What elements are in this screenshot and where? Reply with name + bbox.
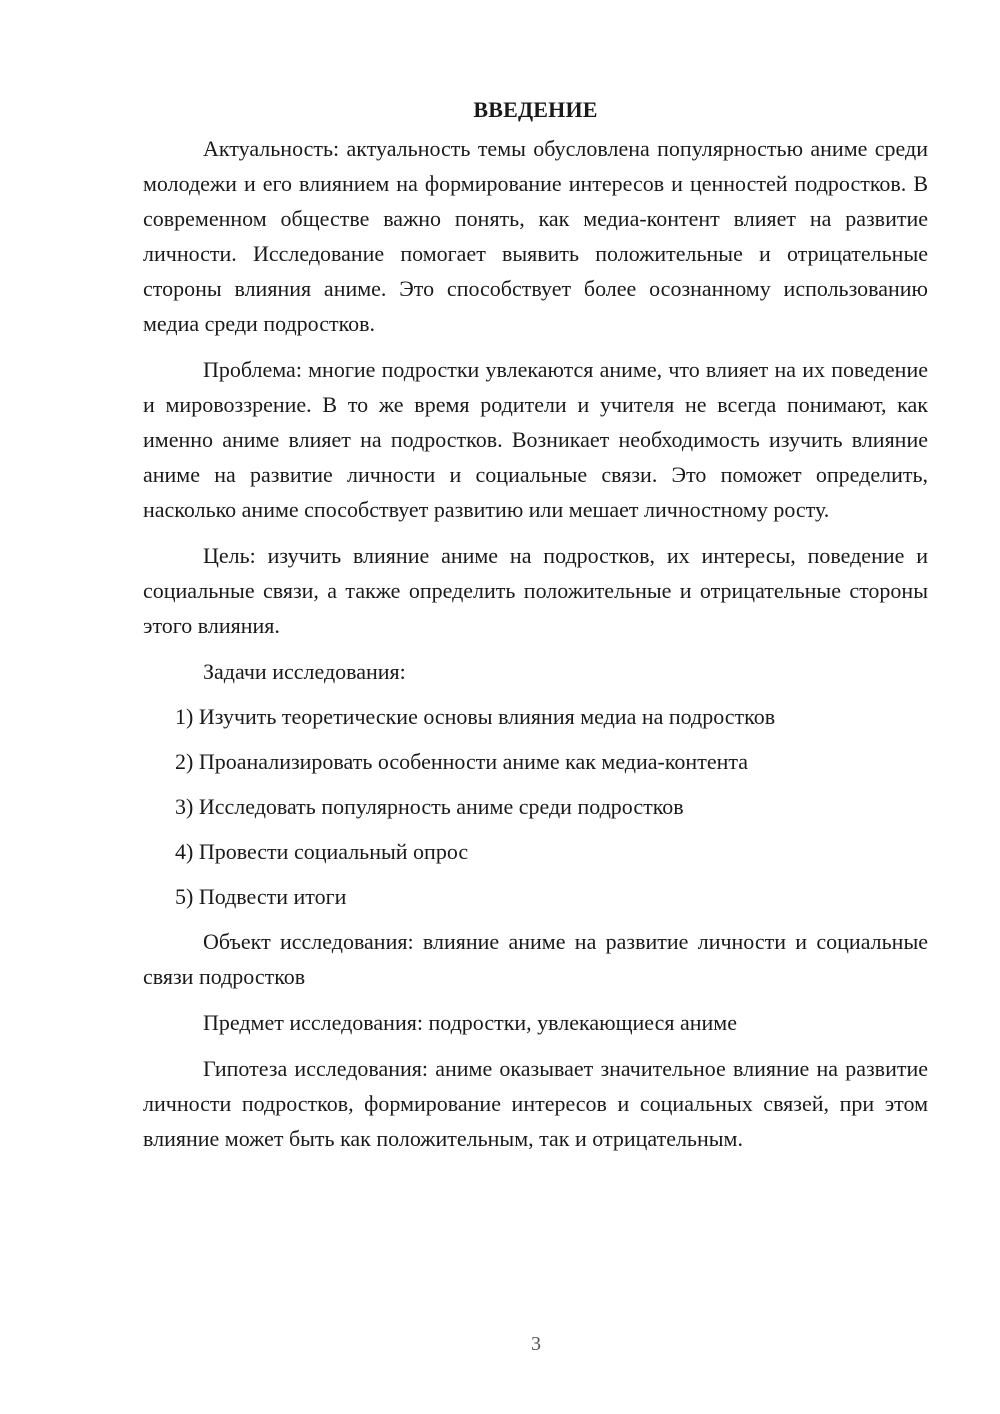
paragraph-object: Объект исследования: влияние аниме на развитие личности и социальные связи подростков <box>143 929 928 989</box>
paragraph-hypothesis: Гипотеза исследования: аниме оказывает значительное влияние на развитие личности подростков, формирование интересов и социальных связей, при этом влияние может быть как положительным, так и отрицательным. <box>143 1056 928 1151</box>
task-item: 4) Провести социальный опрос <box>175 839 469 864</box>
tasks-heading: Задачи исследования: <box>203 659 406 684</box>
task-item: 5) Подвести итоги <box>175 884 347 909</box>
task-item: 1) Изучить теоретические основы влияния медиа на подростков <box>175 704 776 729</box>
page-number: 3 <box>531 1333 541 1355</box>
paragraph-problem: Проблема: многие подростки увлекаются аниме, что влияет на их поведение и мировоззрение. В то же время родители и учителя не всегда понимают, как именно аниме влияет на подростков. Возникает необходимость изучить влияние аниме на развитие личности и социальные связи. Это поможет определить, насколько аниме способствует развитию или мешает личностному росту. <box>143 357 928 522</box>
task-item: 3) Исследовать популярность аниме среди подростков <box>175 794 684 819</box>
paragraph-subject: Предмет исследования: подростки, увлекающиеся аниме <box>203 1010 737 1035</box>
task-item: 2) Проанализировать особенности аниме как медиа-контента <box>175 749 748 774</box>
paragraph-goal: Цель: изучить влияние аниме на подростков, их интересы, поведение и социальные связи, а также определить положительные и отрицательные стороны этого влияния. <box>143 543 928 638</box>
paragraph-relevance: Актуальность: актуальность темы обусловлена популярностью аниме среди молодежи и его влиянием на формирование интересов и ценностей подростков. В современном обществе важно понять, как медиа-контент влияет на развитие личности. Исследование помогает выявить положительные и отрицательные стороны влияния аниме. Это способствует более осознанному использованию медиа среди подростков. <box>143 136 928 336</box>
section-title: ВВЕДЕНИЕ <box>473 97 598 122</box>
document-page <box>143 92 928 1167</box>
task-list <box>143 699 928 914</box>
